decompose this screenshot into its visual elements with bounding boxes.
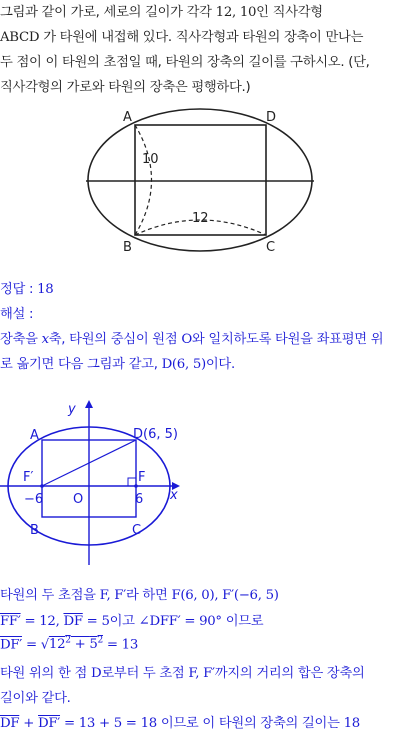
graph-label-c: C [132,523,142,538]
graph-label-f-prime: F′ [23,470,34,485]
sqrt-icon: √ [40,637,49,653]
sum-line-2: 길이와 같다. [0,691,71,706]
problem-line-4: 직사각형의 가로와 타원의 장축은 평행하다.) [0,80,251,95]
label-a: A [123,110,132,125]
graph-label-d: D(6, 5) [133,427,178,442]
y-axis-arrow [85,400,93,408]
label-side-12: 12 [192,211,209,226]
solution-intro-2: 로 옮기면 다음 그림과 같고, D(6, 5)이다. [0,357,235,372]
solution-intro-1: 장축을 x축, 타원의 중심이 원점 O와 일치하도록 타원을 좌표평면 위 [0,332,384,347]
problem-line-2: ABCD 가 타원에 내접해 있다. 직사각형과 타원의 장축이 만나는 [0,30,364,45]
solution-graph [0,393,400,568]
label-d: D [266,110,277,125]
dashed-arc-left [135,125,152,235]
focus-f-prime-point [40,484,44,488]
foci-line: 타원의 두 초점을 F, F′라 하면 F(6, 0), F′(−6, 5) [0,588,279,603]
label-c: C [266,240,276,255]
y-axis-label: y [68,402,76,417]
label-side-10: 10 [142,152,159,167]
problem-line-1: 그림과 같이 가로, 세로의 길이가 각각 12, 10인 직사각형 [0,5,323,20]
problem-figure [0,105,400,265]
graph-label-a: A [30,428,39,443]
lengths-line: FF′ = 12, $\overline{DF} = 5$이고 ∠DFF′ = 90° 이므로 [0,614,264,629]
label-b: B [123,240,132,255]
graph-label-pos6: 6 [135,492,144,507]
graph-label-b: B [30,523,39,538]
ellipse [88,109,312,251]
graph-label-origin: O [73,492,84,507]
x-axis-label: x [170,488,178,503]
sum-line-1: 타원 위의 한 점 D로부터 두 초점 F, F′까지의 거리의 합은 장축의 [0,666,365,681]
final-line: $\overline{DF} + DF' = 13 + 5 = 18$ 이므로 이 타원의 장축의 길이는 18 [0,716,360,731]
graph-label-neg6: −6 [24,492,44,507]
answer-line: 정답 : 18 [0,282,54,297]
explain-label: 해설 : [0,307,34,322]
problem-line-3: 두 점이 이 타원의 초점일 때, 타원의 장축의 길이를 구하시오. (단, [0,55,370,70]
df-prime-line: $DF' = √12^2 + 5^2 = 13$ [0,636,138,653]
graph-label-f: F [138,470,146,485]
